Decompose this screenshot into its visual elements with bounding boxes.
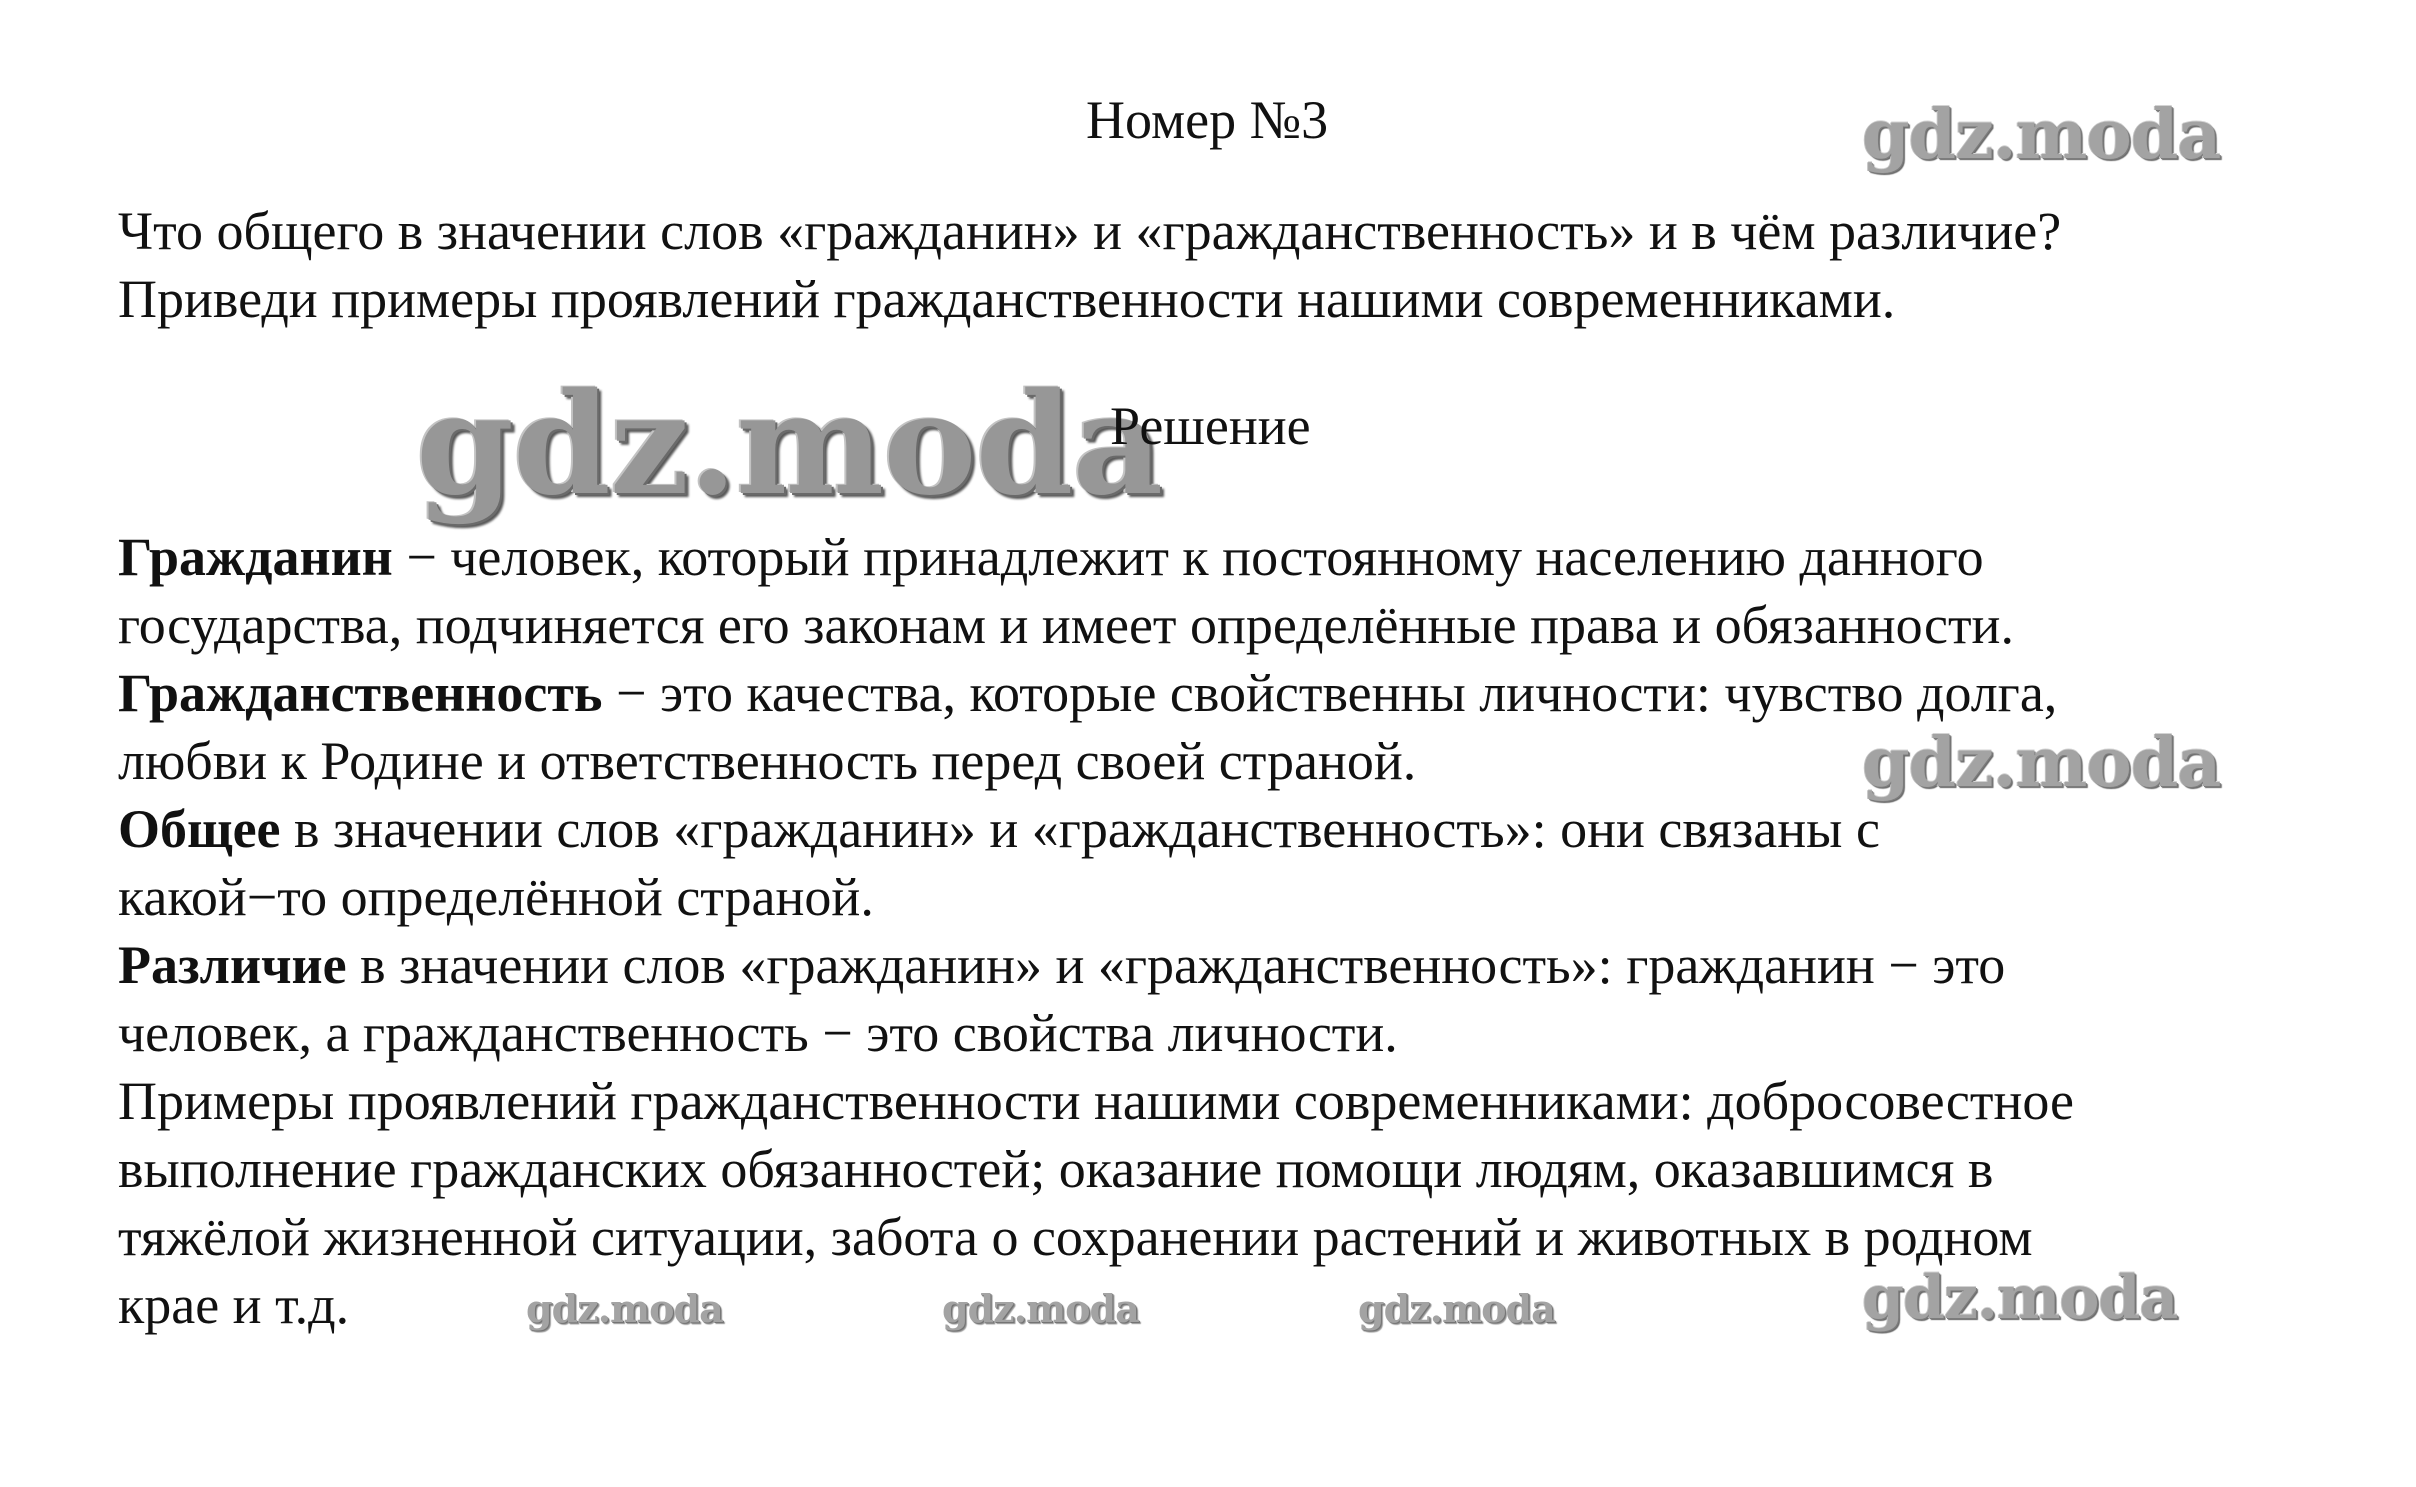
common-text: в значении слов «гражданин» и «гражданственность»: они связаны с	[280, 799, 1880, 859]
watermark-middle: gdz.moda	[1862, 723, 2221, 803]
answer-line-2: государства, подчиняется его законам и имеет определённые права и обязанности.	[118, 595, 2014, 655]
question-line-1: Что общего в значении слов «гражданин» и «гражданственность» и в чём различие?	[118, 201, 2062, 261]
question-line-2: Приведи примеры проявлений гражданственности нашими современниками.	[118, 269, 1896, 329]
answer-text	[118, 523, 2378, 1339]
watermark-top: gdz.moda	[1862, 95, 2221, 175]
term-common: Общее	[118, 799, 281, 859]
solution-heading: Решение	[1110, 396, 1311, 456]
watermark-small-1: gdz.moda	[526, 1286, 723, 1331]
exercise-number-title: Номер №3	[1086, 90, 1329, 150]
term-difference: Различие	[118, 935, 347, 995]
watermark-small-2: gdz.moda	[942, 1286, 1139, 1331]
term-citizenship: Гражданственность	[118, 663, 603, 723]
answer-line-5	[118, 795, 2378, 863]
answer-line-12: крае и т.д.	[118, 1275, 350, 1335]
answer-line-3	[118, 659, 2378, 727]
watermark-large: gdz.moda	[416, 363, 1163, 527]
definition-citizen: − человек, который принадлежит к постоянному населению данного	[392, 527, 1984, 587]
definition-citizenship: − это качества, которые свойственны личности: чувство долга,	[602, 663, 2058, 723]
answer-line-6: какой−то определённой страной.	[118, 867, 874, 927]
answer-line-8: человек, а гражданственность − это свойства личности.	[118, 1003, 1398, 1063]
watermark-small-3: gdz.moda	[1358, 1286, 1555, 1331]
question-text	[118, 197, 2358, 333]
answer-line-9: Примеры проявлений гражданственности нашими современниками: добросовестное	[118, 1071, 2074, 1131]
answer-line-11: тяжёлой жизненной ситуации, забота о сохранении растений и животных в родном	[118, 1207, 2033, 1267]
answer-line-7	[118, 931, 2378, 999]
watermark-bottom-right: gdz.moda	[1862, 1263, 2178, 1333]
answer-line-1	[118, 523, 2378, 591]
answer-line-10: выполнение гражданских обязанностей; оказание помощи людям, оказавшимся в	[118, 1139, 1994, 1199]
difference-text: в значении слов «гражданин» и «гражданственность»: гражданин − это	[346, 935, 2006, 995]
term-citizen: Гражданин	[118, 527, 393, 587]
answer-line-4: любви к Родине и ответственность перед своей страной.	[118, 731, 1417, 791]
